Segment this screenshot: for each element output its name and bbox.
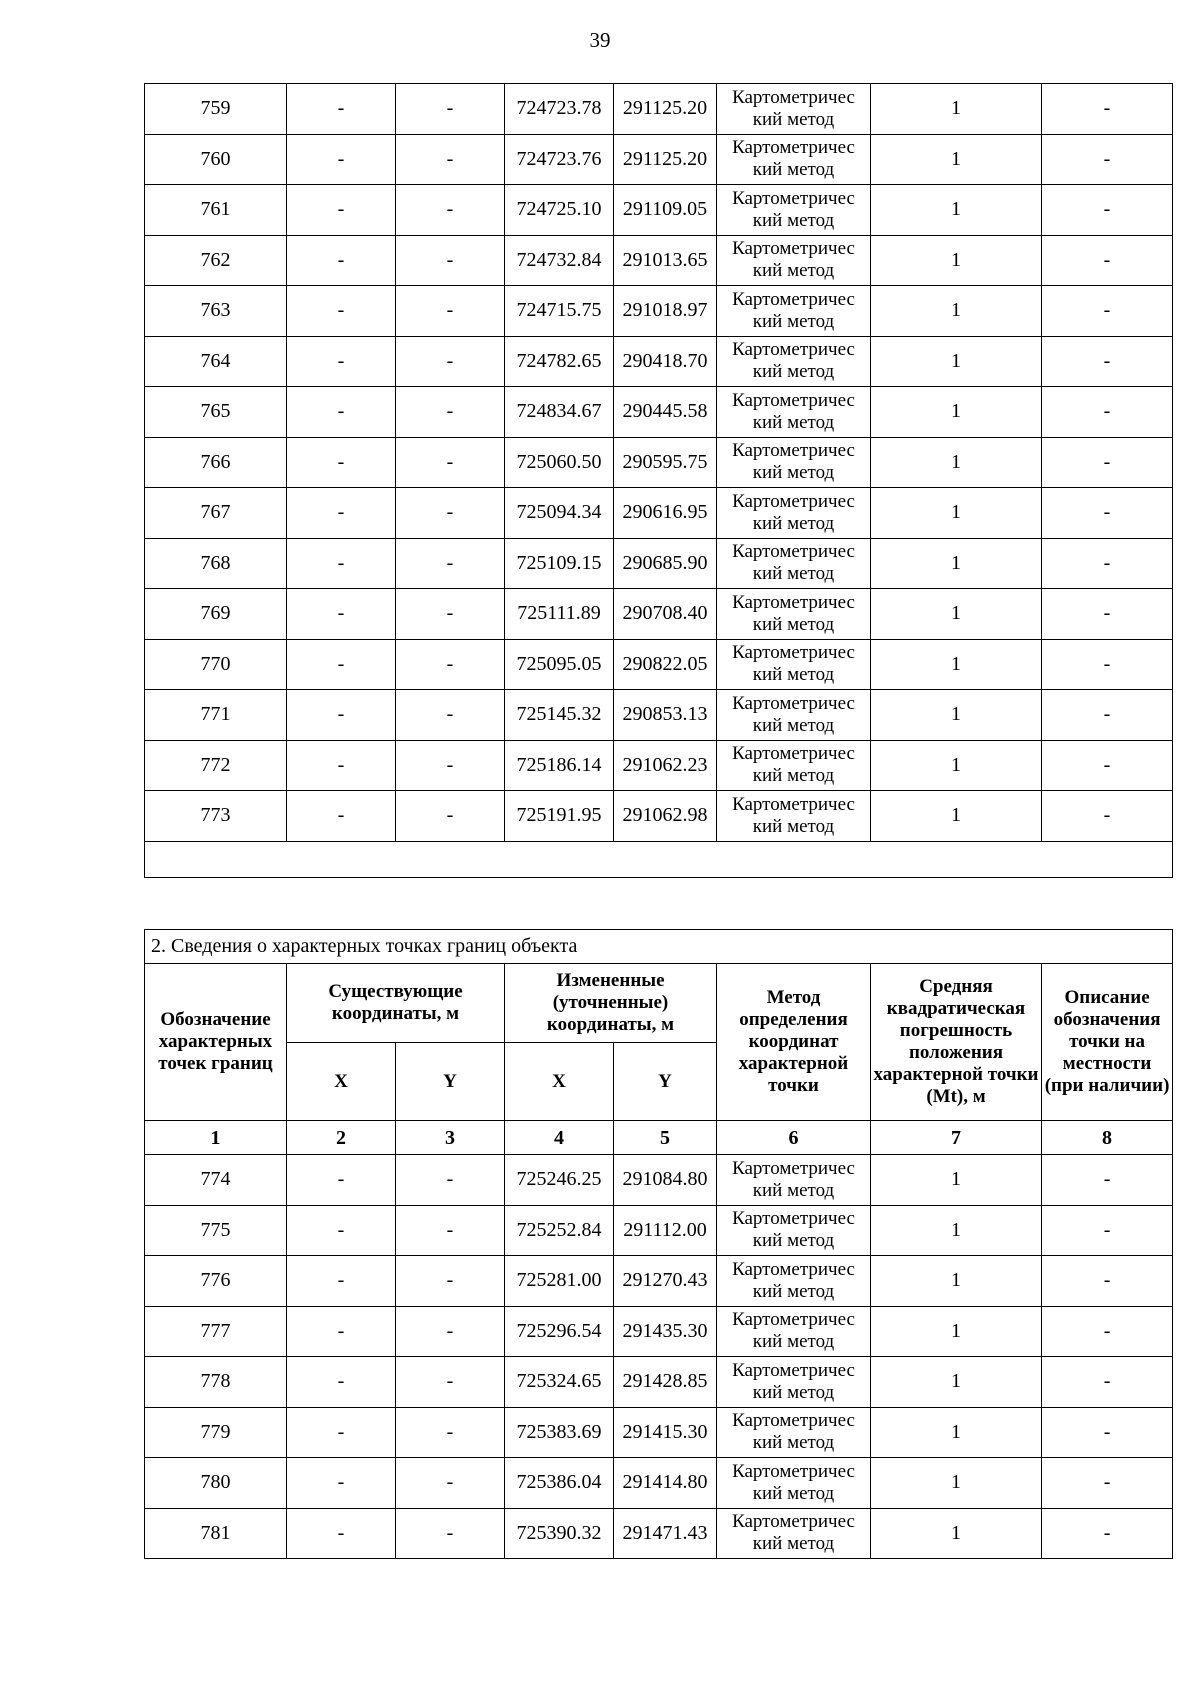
table-row: [145, 84, 1173, 135]
existing-x-cell: -: [287, 84, 396, 135]
changed-x-cell: 725186.14: [505, 740, 614, 791]
description-cell: -: [1042, 791, 1173, 842]
existing-x-cell: -: [287, 1256, 396, 1307]
existing-x-cell: -: [287, 235, 396, 286]
changed-y-cell: 291018.97: [614, 286, 717, 337]
changed-y-cell: 290595.75: [614, 437, 717, 488]
description-cell: -: [1042, 1155, 1173, 1206]
changed-y-cell: 291435.30: [614, 1306, 717, 1357]
existing-y-cell: -: [396, 185, 505, 236]
header-designation: Обозначение характерных точек границ: [145, 964, 287, 1121]
changed-x-cell: 724715.75: [505, 286, 614, 337]
header-numbers-row: [145, 1121, 1173, 1155]
table-row: [145, 336, 1173, 387]
existing-x-cell: -: [287, 437, 396, 488]
method-cell: Картометричес кий метод: [717, 589, 871, 640]
method-cell: Картометричес кий метод: [717, 134, 871, 185]
existing-x-cell: -: [287, 1357, 396, 1408]
changed-x-cell: 725252.84: [505, 1205, 614, 1256]
method-cell: Картометричес кий метод: [717, 740, 871, 791]
point-id-cell: 773: [145, 791, 287, 842]
column-number: 7: [871, 1121, 1042, 1155]
changed-x-cell: 725191.95: [505, 791, 614, 842]
table-row: [145, 1407, 1173, 1458]
description-cell: -: [1042, 1205, 1173, 1256]
table-body: [145, 1155, 1173, 1559]
table-body: [145, 84, 1173, 842]
existing-y-cell: -: [396, 1306, 505, 1357]
column-number: 5: [614, 1121, 717, 1155]
changed-x-cell: 725094.34: [505, 488, 614, 539]
table-row: [145, 791, 1173, 842]
method-cell: Картометричес кий метод: [717, 185, 871, 236]
method-cell: Картометричес кий метод: [717, 1458, 871, 1509]
existing-y-cell: -: [396, 1407, 505, 1458]
existing-y-cell: -: [396, 538, 505, 589]
section-title-row: [145, 930, 1173, 964]
changed-y-cell: 291414.80: [614, 1458, 717, 1509]
point-id-cell: 765: [145, 387, 287, 438]
existing-y-cell: -: [396, 791, 505, 842]
point-id-cell: 776: [145, 1256, 287, 1307]
point-id-cell: 771: [145, 690, 287, 741]
description-cell: -: [1042, 437, 1173, 488]
method-cell: Картометричес кий метод: [717, 1508, 871, 1559]
point-id-cell: 762: [145, 235, 287, 286]
page-number: 39: [589, 28, 611, 52]
existing-x-cell: -: [287, 1508, 396, 1559]
table-row: [145, 639, 1173, 690]
existing-y-cell: -: [396, 690, 505, 741]
description-cell: -: [1042, 84, 1173, 135]
changed-x-cell: 725109.15: [505, 538, 614, 589]
method-cell: Картометричес кий метод: [717, 1205, 871, 1256]
table-row: [145, 740, 1173, 791]
existing-y-cell: -: [396, 1458, 505, 1509]
method-cell: Картометричес кий метод: [717, 690, 871, 741]
changed-y-cell: 290418.70: [614, 336, 717, 387]
existing-x-cell: -: [287, 286, 396, 337]
description-cell: -: [1042, 639, 1173, 690]
method-cell: Картометричес кий метод: [717, 286, 871, 337]
existing-y-cell: -: [396, 1357, 505, 1408]
boundary-points-table: [144, 929, 1173, 1559]
changed-y-cell: 291125.20: [614, 134, 717, 185]
description-cell: -: [1042, 1407, 1173, 1458]
mean-error-cell: 1: [871, 185, 1042, 236]
changed-y-cell: 290708.40: [614, 589, 717, 640]
changed-x-cell: 725060.50: [505, 437, 614, 488]
mean-error-cell: 1: [871, 1205, 1042, 1256]
table-row: [145, 437, 1173, 488]
header-existing-x: X: [287, 1043, 396, 1121]
existing-x-cell: -: [287, 488, 396, 539]
table-spacer-row: [145, 841, 1173, 877]
changed-x-cell: 724834.67: [505, 387, 614, 438]
table-row: [145, 538, 1173, 589]
point-id-cell: 772: [145, 740, 287, 791]
changed-x-cell: 724723.76: [505, 134, 614, 185]
point-id-cell: 769: [145, 589, 287, 640]
method-cell: Картометричес кий метод: [717, 84, 871, 135]
changed-x-cell: 725281.00: [505, 1256, 614, 1307]
description-cell: -: [1042, 488, 1173, 539]
point-id-cell: 778: [145, 1357, 287, 1408]
changed-y-cell: 291415.30: [614, 1407, 717, 1458]
method-cell: Картометричес кий метод: [717, 1155, 871, 1206]
existing-x-cell: -: [287, 185, 396, 236]
point-id-cell: 779: [145, 1407, 287, 1458]
existing-x-cell: -: [287, 589, 396, 640]
point-id-cell: 780: [145, 1458, 287, 1509]
description-cell: -: [1042, 134, 1173, 185]
mean-error-cell: 1: [871, 1407, 1042, 1458]
changed-y-cell: 291270.43: [614, 1256, 717, 1307]
changed-y-cell: 291062.98: [614, 791, 717, 842]
table-row: [145, 1357, 1173, 1408]
existing-y-cell: -: [396, 286, 505, 337]
column-number: 1: [145, 1121, 287, 1155]
description-cell: -: [1042, 1256, 1173, 1307]
existing-y-cell: -: [396, 488, 505, 539]
description-cell: -: [1042, 185, 1173, 236]
header-row-1: [145, 964, 1173, 1043]
changed-x-cell: 725246.25: [505, 1155, 614, 1206]
description-cell: -: [1042, 1458, 1173, 1509]
table-row: [145, 235, 1173, 286]
table-row: [145, 488, 1173, 539]
changed-x-cell: 725324.65: [505, 1357, 614, 1408]
changed-x-cell: 724723.78: [505, 84, 614, 135]
mean-error-cell: 1: [871, 1458, 1042, 1509]
column-number: 2: [287, 1121, 396, 1155]
changed-y-cell: 290445.58: [614, 387, 717, 438]
method-cell: Картометричес кий метод: [717, 1357, 871, 1408]
column-number: 8: [1042, 1121, 1173, 1155]
table-row: [145, 1458, 1173, 1509]
point-id-cell: 766: [145, 437, 287, 488]
existing-x-cell: -: [287, 740, 396, 791]
existing-y-cell: -: [396, 639, 505, 690]
method-cell: Картометричес кий метод: [717, 235, 871, 286]
existing-y-cell: -: [396, 235, 505, 286]
changed-y-cell: 290685.90: [614, 538, 717, 589]
existing-x-cell: -: [287, 1407, 396, 1458]
header-description: Описание обозначения точки на местности (при наличии): [1042, 964, 1173, 1121]
point-id-cell: 774: [145, 1155, 287, 1206]
mean-error-cell: 1: [871, 690, 1042, 741]
table-row: [145, 589, 1173, 640]
description-cell: -: [1042, 1306, 1173, 1357]
mean-error-cell: 1: [871, 1357, 1042, 1408]
method-cell: Картометричес кий метод: [717, 1407, 871, 1458]
point-id-cell: 759: [145, 84, 287, 135]
existing-y-cell: -: [396, 336, 505, 387]
point-id-cell: 777: [145, 1306, 287, 1357]
method-cell: Картометричес кий метод: [717, 488, 871, 539]
description-cell: -: [1042, 387, 1173, 438]
header-changed-y: Y: [614, 1043, 717, 1121]
changed-y-cell: 291013.65: [614, 235, 717, 286]
mean-error-cell: 1: [871, 589, 1042, 640]
mean-error-cell: 1: [871, 1306, 1042, 1357]
table-row: [145, 286, 1173, 337]
method-cell: Картометричес кий метод: [717, 437, 871, 488]
changed-y-cell: 291112.00: [614, 1205, 717, 1256]
changed-y-cell: 290616.95: [614, 488, 717, 539]
point-id-cell: 767: [145, 488, 287, 539]
changed-x-cell: 724732.84: [505, 235, 614, 286]
header-existing-y: Y: [396, 1043, 505, 1121]
changed-y-cell: 291062.23: [614, 740, 717, 791]
mean-error-cell: 1: [871, 740, 1042, 791]
description-cell: -: [1042, 589, 1173, 640]
point-id-cell: 768: [145, 538, 287, 589]
mean-error-cell: 1: [871, 286, 1042, 337]
existing-x-cell: -: [287, 336, 396, 387]
mean-error-cell: 1: [871, 791, 1042, 842]
existing-x-cell: -: [287, 1458, 396, 1509]
mean-error-cell: 1: [871, 437, 1042, 488]
changed-y-cell: 291084.80: [614, 1155, 717, 1206]
existing-x-cell: -: [287, 1306, 396, 1357]
header-method: Метод определения координат характерной точки: [717, 964, 871, 1121]
method-cell: Картометричес кий метод: [717, 639, 871, 690]
mean-error-cell: 1: [871, 1256, 1042, 1307]
existing-y-cell: -: [396, 84, 505, 135]
method-cell: Картометричес кий метод: [717, 791, 871, 842]
changed-x-cell: 725390.32: [505, 1508, 614, 1559]
changed-x-cell: 724725.10: [505, 185, 614, 236]
mean-error-cell: 1: [871, 538, 1042, 589]
changed-x-cell: 725296.54: [505, 1306, 614, 1357]
point-id-cell: 770: [145, 639, 287, 690]
existing-x-cell: -: [287, 387, 396, 438]
description-cell: -: [1042, 286, 1173, 337]
existing-y-cell: -: [396, 134, 505, 185]
column-number: 6: [717, 1121, 871, 1155]
changed-y-cell: 290853.13: [614, 690, 717, 741]
point-id-cell: 764: [145, 336, 287, 387]
existing-y-cell: -: [396, 740, 505, 791]
column-number: 3: [396, 1121, 505, 1155]
existing-y-cell: -: [396, 589, 505, 640]
mean-error-cell: 1: [871, 134, 1042, 185]
description-cell: -: [1042, 235, 1173, 286]
existing-x-cell: -: [287, 1205, 396, 1256]
changed-y-cell: 291125.20: [614, 84, 717, 135]
header-changed-x: X: [505, 1043, 614, 1121]
empty-cell: [145, 841, 1173, 877]
mean-error-cell: 1: [871, 387, 1042, 438]
existing-y-cell: -: [396, 1508, 505, 1559]
description-cell: -: [1042, 690, 1173, 741]
header-mean-error: Средняя квадратическая погрешность положения характерной точки (Mt), м: [871, 964, 1042, 1121]
table-row: [145, 1306, 1173, 1357]
mean-error-cell: 1: [871, 1508, 1042, 1559]
description-cell: -: [1042, 1508, 1173, 1559]
coordinates-table-continued: [144, 83, 1173, 878]
mean-error-cell: 1: [871, 336, 1042, 387]
table-row: [145, 1508, 1173, 1559]
changed-y-cell: 291109.05: [614, 185, 717, 236]
existing-x-cell: -: [287, 690, 396, 741]
mean-error-cell: 1: [871, 639, 1042, 690]
header-changed-coords: Измененные (уточненные) координаты, м: [505, 964, 717, 1043]
mean-error-cell: 1: [871, 235, 1042, 286]
existing-y-cell: -: [396, 1155, 505, 1206]
existing-x-cell: -: [287, 1155, 396, 1206]
changed-y-cell: 291428.85: [614, 1357, 717, 1408]
mean-error-cell: 1: [871, 1155, 1042, 1206]
table-row: [145, 1205, 1173, 1256]
table-row: [145, 134, 1173, 185]
table-row: [145, 690, 1173, 741]
existing-y-cell: -: [396, 437, 505, 488]
table-row: [145, 1155, 1173, 1206]
existing-x-cell: -: [287, 791, 396, 842]
changed-x-cell: 725111.89: [505, 589, 614, 640]
changed-y-cell: 291471.43: [614, 1508, 717, 1559]
method-cell: Картометричес кий метод: [717, 336, 871, 387]
changed-x-cell: 724782.65: [505, 336, 614, 387]
changed-x-cell: 725386.04: [505, 1458, 614, 1509]
table-row: [145, 387, 1173, 438]
point-id-cell: 760: [145, 134, 287, 185]
changed-y-cell: 290822.05: [614, 639, 717, 690]
method-cell: Картометричес кий метод: [717, 538, 871, 589]
description-cell: -: [1042, 336, 1173, 387]
method-cell: Картометричес кий метод: [717, 1306, 871, 1357]
point-id-cell: 763: [145, 286, 287, 337]
point-id-cell: 761: [145, 185, 287, 236]
existing-x-cell: -: [287, 538, 396, 589]
section-title: 2. Сведения о характерных точках границ объекта: [145, 930, 1173, 964]
method-cell: Картометричес кий метод: [717, 387, 871, 438]
method-cell: Картометричес кий метод: [717, 1256, 871, 1307]
changed-x-cell: 725383.69: [505, 1407, 614, 1458]
header-existing-coords: Существующие координаты, м: [287, 964, 505, 1043]
point-id-cell: 781: [145, 1508, 287, 1559]
existing-y-cell: -: [396, 1205, 505, 1256]
changed-x-cell: 725145.32: [505, 690, 614, 741]
column-number: 4: [505, 1121, 614, 1155]
existing-y-cell: -: [396, 387, 505, 438]
table-row: [145, 1256, 1173, 1307]
table-row: [145, 185, 1173, 236]
existing-x-cell: -: [287, 639, 396, 690]
existing-y-cell: -: [396, 1256, 505, 1307]
mean-error-cell: 1: [871, 488, 1042, 539]
existing-x-cell: -: [287, 134, 396, 185]
description-cell: -: [1042, 740, 1173, 791]
description-cell: -: [1042, 1357, 1173, 1408]
mean-error-cell: 1: [871, 84, 1042, 135]
changed-x-cell: 725095.05: [505, 639, 614, 690]
point-id-cell: 775: [145, 1205, 287, 1256]
description-cell: -: [1042, 538, 1173, 589]
